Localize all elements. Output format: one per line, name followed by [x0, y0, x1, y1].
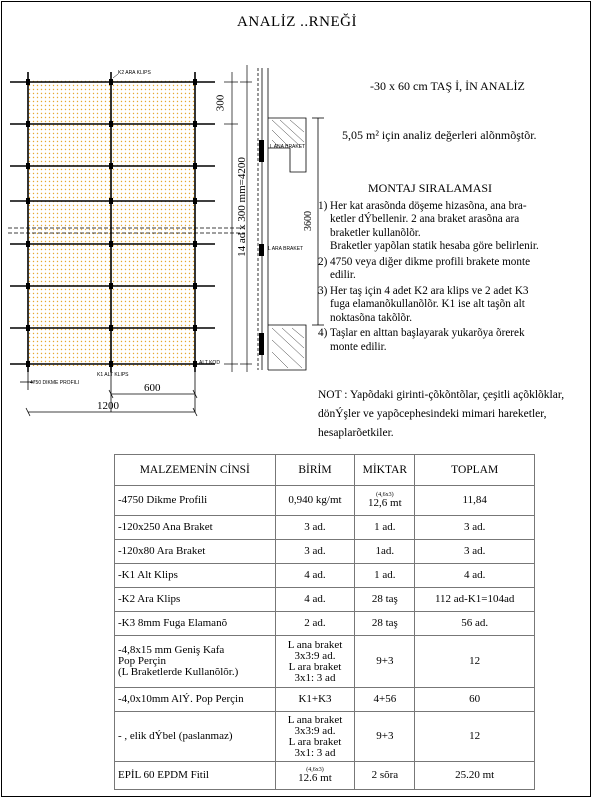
- cell-birim: 2 ad.: [275, 612, 355, 636]
- cell-toplam: 3 ad.: [415, 516, 535, 540]
- header-malzeme: MALZEMENİN CİNSİ: [115, 455, 276, 486]
- table-body: [115, 486, 535, 790]
- cell-miktar: 2 sõra: [355, 762, 415, 790]
- ara-braket-label: L ARA BRAKET: [268, 246, 304, 252]
- cell-miktar: 28 taş: [355, 588, 415, 612]
- cell-miktar: 9+3: [355, 712, 415, 762]
- cell-malzeme: -4,8x15 mm Geniş Kafa Pop Perçin (L Braketlerde Kullanõlõr.): [115, 636, 276, 688]
- header-toplam: TOPLAM: [415, 455, 535, 486]
- cell-malzeme: -120x80 Ara Braket: [115, 540, 276, 564]
- montaj-item-text: 4750 veya diğer dikme profili brakete monte edilir.: [330, 255, 531, 281]
- alt-kod-label: ALT KOD: [199, 360, 220, 366]
- cell-malzeme: -4750 Dikme Profili: [115, 486, 276, 516]
- cell-malzeme: -4,0x10mm AlÝ. Pop Perçin: [115, 688, 276, 712]
- table-row: [115, 762, 535, 790]
- montaj-item: [318, 327, 590, 354]
- dim-1200: 1200: [97, 400, 119, 412]
- montaj-item-number: 4): [318, 327, 328, 339]
- cell-malzeme: -120x250 Ana Braket: [115, 516, 276, 540]
- note-block: [318, 386, 586, 443]
- k2-clip-label: K2 ARA KLIPS: [118, 70, 151, 76]
- montaj-section: [318, 182, 590, 356]
- table-row: [115, 564, 535, 588]
- dim-total: 14 ad x 300 mm=4200: [236, 157, 248, 257]
- cell-miktar: 1 ad.: [355, 564, 415, 588]
- table-row: [115, 612, 535, 636]
- note-line: dönÝşler ve yapõcephesindeki mimari hareketler,: [318, 408, 547, 420]
- montaj-item-number: 2): [318, 255, 328, 268]
- cell-malzeme: -K3 8mm Fuga Elamanõ: [115, 612, 276, 636]
- ana-braket-label: L ANA BRAKET: [270, 144, 306, 150]
- montaj-item-text: Her taş için 4 adet K2 ara klips ve 2 adet K3 fuga elamanõkullanõlõr. K1 ise alt taşõn alt noktasõna takõlõr.: [330, 284, 529, 324]
- montaj-item-number: 1): [318, 199, 328, 212]
- header-miktar: MİKTAR: [355, 455, 415, 486]
- cell-birim: 0,940 kg/mt: [275, 486, 355, 516]
- note-line: NOT : Yapõdaki girinti-çõkõntõlar, çeşitli açõklõklar,: [318, 389, 565, 401]
- cell-malzeme: EPİL 60 EPDM Fitil: [115, 762, 276, 790]
- table-row: [115, 688, 535, 712]
- cell-malzeme: - , elik dÝbel (paslanmaz): [115, 712, 276, 762]
- cell-birim: (4,6x3) 12.6 mt: [275, 762, 355, 790]
- cell-birim: 4 ad.: [275, 588, 355, 612]
- table-row: [115, 486, 535, 516]
- cell-miktar: 1 ad.: [355, 516, 415, 540]
- cell-birim: L ana braket 3x3:9 ad. L ara braket 3x1: 3 ad: [275, 712, 355, 762]
- montaj-item-number: 3): [318, 284, 328, 297]
- dikme-label: 4750 DIKME PROFILI: [30, 380, 80, 386]
- dim-300: 300: [214, 94, 227, 112]
- cell-miktar: 4+56: [355, 688, 415, 712]
- table-row: [115, 516, 535, 540]
- table-row: [115, 540, 535, 564]
- cell-toplam: 12: [415, 712, 535, 762]
- dim-3600: 3600: [303, 211, 314, 231]
- k1-clip-label: K1 ALT KLIPS: [97, 372, 129, 378]
- cell-toplam: 60: [415, 688, 535, 712]
- montaj-item: [318, 200, 590, 254]
- table-header-row: [115, 455, 535, 486]
- cell-toplam: 11,84: [415, 486, 535, 516]
- analysis-subtitle: -30 x 60 cm TAŞ İ, İN ANALİZ: [370, 79, 525, 93]
- cell-birim: 4 ad.: [275, 564, 355, 588]
- table-row: [115, 588, 535, 612]
- area-note: 5,05 m² için analiz değerleri alõnmõştõr.: [342, 128, 537, 142]
- cell-malzeme: -K1 Alt Klips: [115, 564, 276, 588]
- cell-toplam: 56 ad.: [415, 612, 535, 636]
- note-line: hesaplarõetkiler.: [318, 427, 394, 439]
- cell-toplam: 25.20 mt: [415, 762, 535, 790]
- montaj-item-text: Taşlar en alttan başlayarak yukarõya õrerek monte edilir.: [330, 327, 525, 353]
- montaj-item: [318, 256, 590, 283]
- header-birim: BİRİM: [275, 455, 355, 486]
- cell-miktar: 1ad.: [355, 540, 415, 564]
- cell-toplam: 3 ad.: [415, 540, 535, 564]
- montaj-item-text: Her kat arasõnda döşeme hizasõna, ana bra- ketler dÝbellenir. 2 ana braket arasõna ara braketler kullanõlõr. Braketler yapõlan statik hesaba göre belirlenir.: [330, 199, 539, 252]
- cell-toplam: 112 ad-K1=104ad: [415, 588, 535, 612]
- montaj-item: [318, 285, 590, 326]
- table-row: [115, 636, 535, 688]
- cell-toplam: 4 ad.: [415, 564, 535, 588]
- cell-birim: 3 ad.: [275, 540, 355, 564]
- cell-malzeme: -K2 Ara Klips: [115, 588, 276, 612]
- cell-miktar: 9+3: [355, 636, 415, 688]
- cell-miktar: 28 taş: [355, 612, 415, 636]
- dim-600: 600: [144, 382, 161, 394]
- material-table: [114, 454, 535, 790]
- page-title: ANALİZ ..RNEĞİ: [237, 14, 357, 30]
- montaj-list: [318, 200, 590, 355]
- montaj-heading: MONTAJ SIRALAMASI: [368, 181, 493, 195]
- cell-miktar: (4,6x3) 12,6 mt: [355, 486, 415, 516]
- cell-birim: K1+K3: [275, 688, 355, 712]
- table-row: [115, 712, 535, 762]
- cell-birim: L ana braket 3x3:9 ad. L ara braket 3x1: 3 ad: [275, 636, 355, 688]
- cell-toplam: 12: [415, 636, 535, 688]
- cell-birim: 3 ad.: [275, 516, 355, 540]
